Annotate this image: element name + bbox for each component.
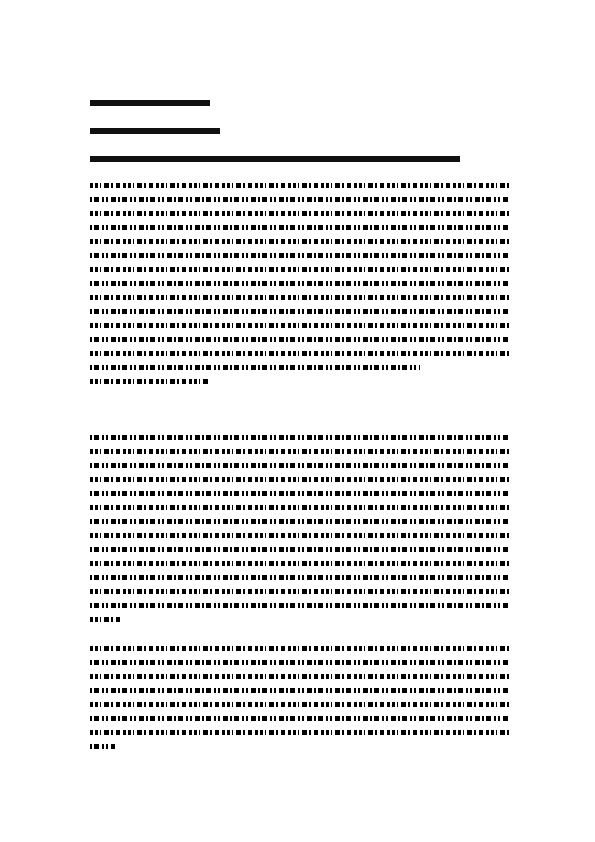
document-date: [90, 128, 220, 134]
document-header: [90, 100, 210, 106]
document-title: [90, 156, 460, 162]
paragraph-1: [90, 183, 510, 393]
paragraph-2: [90, 435, 510, 631]
paragraph-3: [90, 646, 510, 758]
